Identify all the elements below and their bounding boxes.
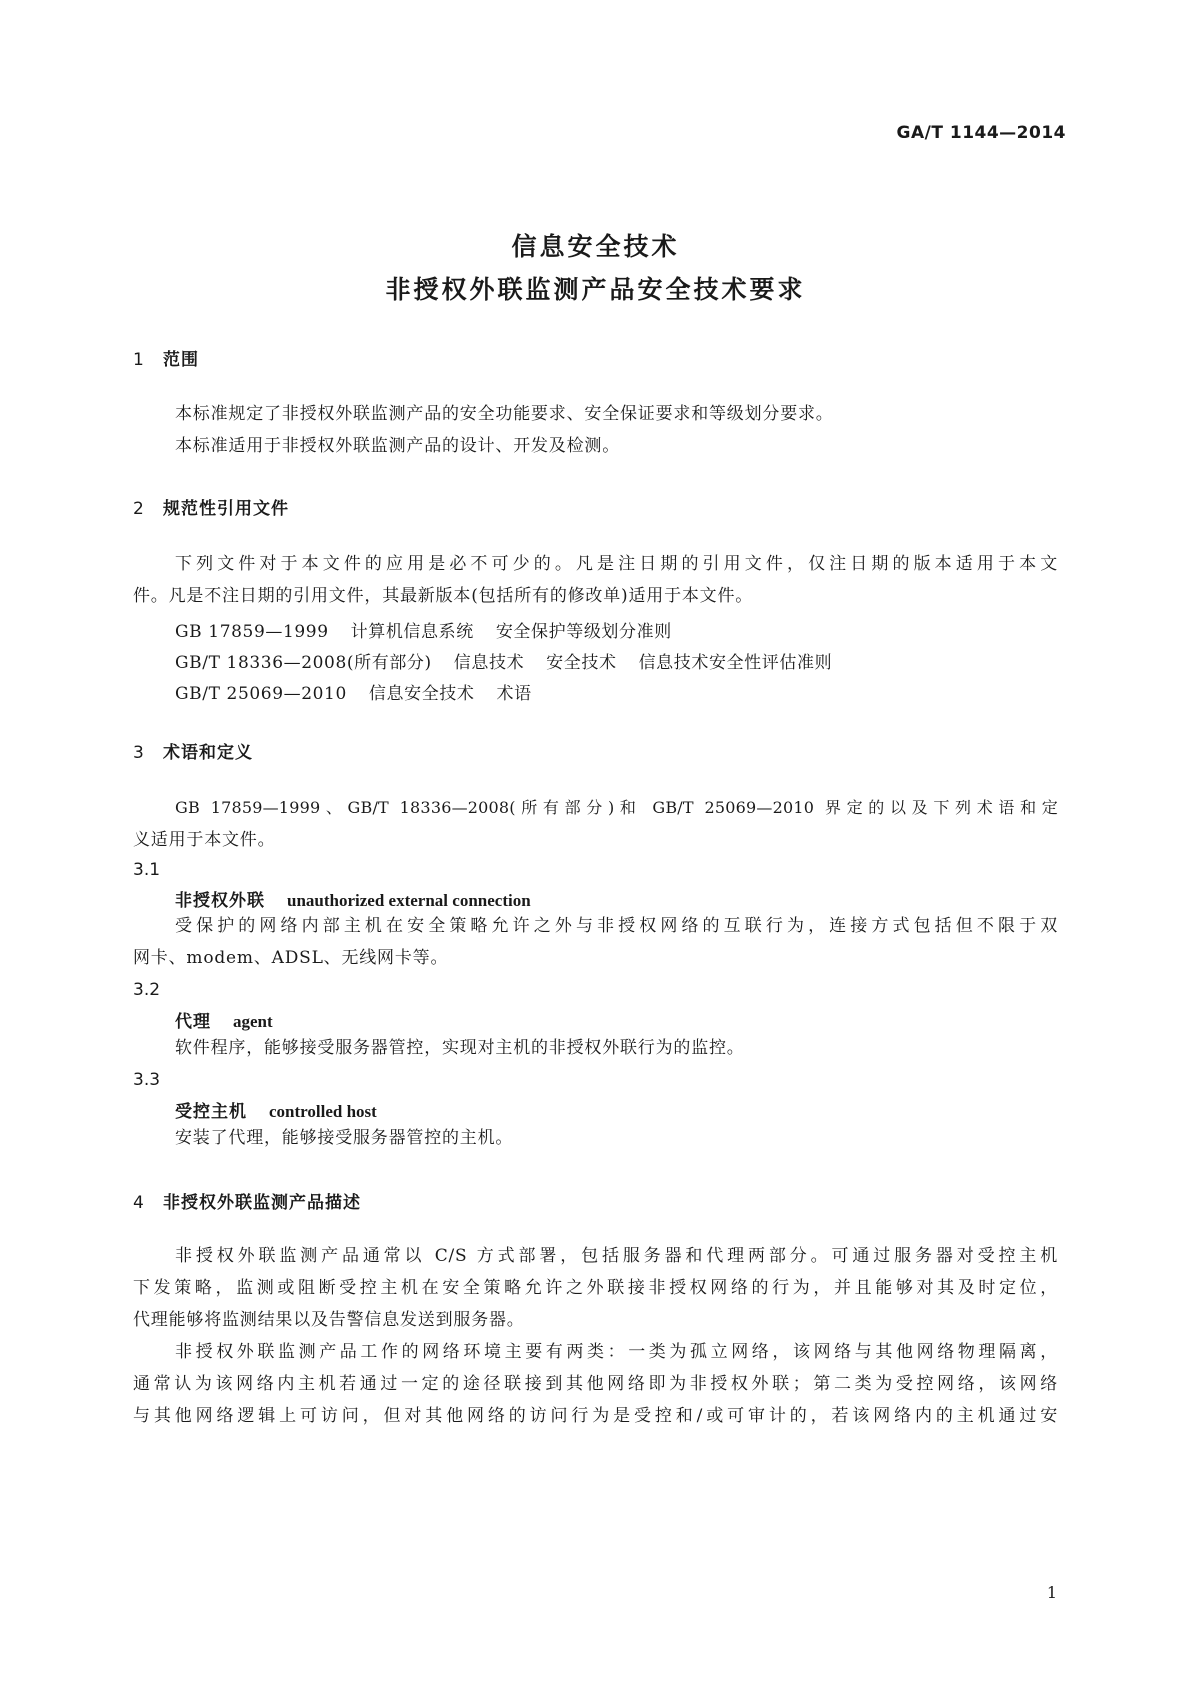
page-number: 1 [1046,1583,1057,1602]
reference-title: 信息技术安全性评估准则 [638,653,833,673]
term-number: 3.1 [133,860,161,880]
standard-code: GA/T 1144—2014 [896,123,1066,143]
section-1-heading [133,345,199,370]
term-definition-line-1: 受保护的网络内部主机在安全策略允许之外与非授权网络的互联行为，连接方式包括但不限于双 [175,916,1058,936]
section-4-heading [133,1188,361,1213]
section-number: 4 [133,1193,145,1213]
section-title: 范围 [163,350,199,370]
term-zh: 受控主机 [175,1102,247,1122]
section-4-paragraph-2-line-1: 非授权外联监测产品工作的网络环境主要有两类：一类为孤立网络，该网络与其他网络物理隔离， [175,1342,1058,1362]
reference-title: 信息技术 [453,653,525,673]
term-heading [175,886,531,911]
section-1-paragraph-1: 本标准规定了非授权外联监测产品的安全功能要求、安全保证要求和等级划分要求。 [175,404,834,424]
term-zh: 代理 [175,1012,211,1032]
section-number: 2 [133,499,145,519]
document-title [0,225,1191,311]
reference-item [175,648,832,673]
term-definition-line-2: 网卡、modem、ADSL、无线网卡等。 [133,948,449,968]
term-definition-line-1: 安装了代理，能够接受服务器管控的主机。 [175,1128,514,1148]
reference-code: GB/T 25069—2010 [175,684,347,704]
section-4-paragraph-1-line-3: 代理能够将监测结果以及告警信息发送到服务器。 [133,1310,525,1330]
title-line-1: 信息安全技术 [511,232,680,261]
title-line-2: 非授权外联监测产品安全技术要求 [385,275,806,304]
term-en: agent [233,1012,273,1031]
reference-code: GB/T 18336—2008(所有部分) [175,653,432,673]
section-4-paragraph-2-line-3: 与其他网络逻辑上可访问，但对其他网络的访问行为是受控和/或可审计的，若该网络内的主机通过安 [133,1406,1058,1426]
reference-title: 术语 [496,684,532,704]
term-heading [175,1007,273,1032]
section-4-paragraph-1-line-2: 下发策略，监测或阻断受控主机在安全策略允许之外联接非授权网络的行为，并且能够对其及时定位， [133,1278,1058,1298]
section-number: 3 [133,743,145,763]
section-2-heading [133,494,289,519]
reference-code: GB 17859—1999 [175,622,329,642]
section-4-paragraph-2-line-2: 通常认为该网络内主机若通过一定的途径联接到其他网络即为非授权外联；第二类为受控网络，该网络 [133,1374,1058,1394]
section-number: 1 [133,350,145,370]
term-en: controlled host [269,1102,377,1121]
term-en: unauthorized external connection [287,891,531,910]
section-3-heading [133,738,253,763]
reference-title: 安全保护等级划分准则 [495,622,672,642]
section-1-paragraph-2: 本标准适用于非授权外联监测产品的设计、开发及检测。 [175,436,620,456]
reference-title: 信息安全技术 [368,684,475,704]
term-heading [175,1097,377,1122]
term-number: 3.2 [133,980,161,1000]
term-definition-line-1: 软件程序，能够接受服务器管控，实现对主机的非授权外联行为的监控。 [175,1038,745,1058]
term-zh: 非授权外联 [175,891,265,911]
reference-item [175,679,532,704]
section-title: 术语和定义 [163,743,253,763]
reference-item [175,617,672,642]
section-2-paragraph-line-2: 件。凡是不注日期的引用文件，其最新版本(包括所有的修改单)适用于本文件。 [133,586,754,606]
section-3-paragraph-line-2: 义适用于本文件。 [133,830,276,850]
section-3-paragraph-line-1: GB 17859—1999、GB/T 18336—2008(所有部分)和 GB/T 25069—2010 界定的以及下列术语和定 [175,798,1058,817]
section-2-paragraph-line-1: 下列文件对于本文件的应用是必不可少的。凡是注日期的引用文件，仅注日期的版本适用于本文 [175,554,1058,574]
section-4-paragraph-1-line-1: 非授权外联监测产品通常以 C/S 方式部署，包括服务器和代理两部分。可通过服务器对受控主机 [175,1246,1058,1266]
reference-title: 安全技术 [546,653,617,673]
section-title: 非授权外联监测产品描述 [163,1193,361,1213]
reference-title: 计算机信息系统 [350,622,474,642]
section-title: 规范性引用文件 [163,499,289,519]
term-number: 3.3 [133,1070,161,1090]
